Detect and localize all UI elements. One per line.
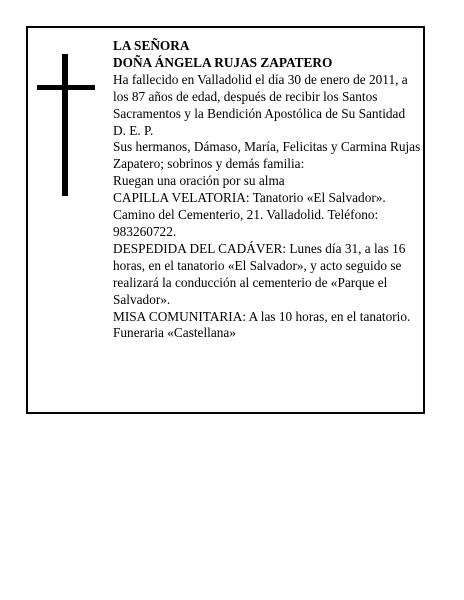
funeral-farewell-info: DESPEDIDA DEL CADÁVER: Lunes día 31, a las 16 horas, en el tanatorio «El Salvador», y acto seguido se realizará la conducción al cementerio de «Parque el Salvador». bbox=[113, 240, 406, 307]
death-announcement: Ha fallecido en Valladolid el día 30 de enero de 2011, a los 87 años de edad, después de recibir los Santos Sacramentos y la Bendición Apostólica de Su Santidad D. E. P. bbox=[113, 71, 408, 138]
funeral-home-name: Funeraria «Castellana» bbox=[113, 325, 236, 341]
heading-title: LA SEÑORA bbox=[113, 38, 190, 53]
deceased-name: DOÑA ÁNGELA RUJAS ZAPATERO bbox=[113, 54, 333, 70]
wake-chapel-info: CAPILLA VELATORIA: Tanatorio «El Salvador». Camino del Cementerio, 21. Valladolid. Teléfono: 983260722. bbox=[113, 190, 386, 239]
obituary-text bbox=[113, 38, 421, 342]
family-list: Sus hermanos, Dámaso, María, Felicitas y Carmina Rujas Zapatero; sobrinos y demás familia: bbox=[113, 139, 421, 172]
prayer-request: Ruegan una oración por su alma bbox=[113, 173, 285, 189]
community-mass-info: MISA COMUNITARIA: A las 10 horas, en el tanatorio. bbox=[113, 308, 411, 324]
cross-icon-horizontal-bar bbox=[37, 85, 95, 90]
cross-icon-vertical-bar bbox=[62, 54, 68, 196]
